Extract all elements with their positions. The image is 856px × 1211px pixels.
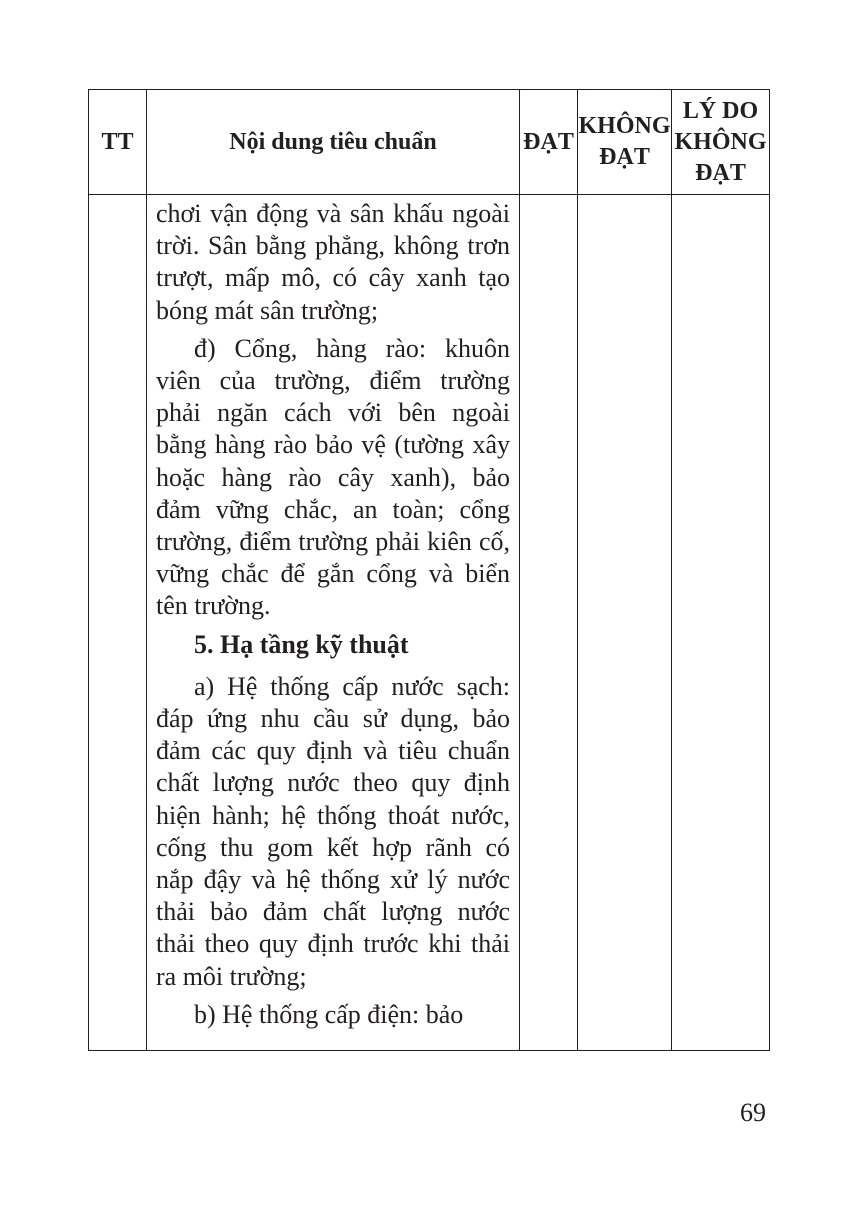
cell-ly-do (672, 195, 770, 1051)
header-ly-do-line3: ĐẠT (695, 159, 746, 186)
header-ly-do-line1: LÝ DO (682, 97, 759, 124)
page-number: 69 (740, 1098, 766, 1127)
cell-khong-dat (578, 195, 672, 1051)
paragraph-cap-dien: b) Hệ thống cấp điện: bảo (194, 999, 464, 1029)
header-content: Nội dung tiêu chuẩn (147, 90, 520, 195)
header-ly-do-line2: KHÔNG (674, 128, 767, 155)
header-khong-dat-line1: KHÔNG (578, 113, 671, 139)
header-ly-do (672, 90, 770, 195)
cell-dat (520, 195, 578, 1051)
table-header-row (89, 90, 770, 195)
paragraph-cong-hang-rao: đ) Cổng, hàng rào: khuôn viên của trường, điểm trường phải ngăn cách với bên ngoài bằng hàng rào bảo vệ (tường xây hoặc hàng rào cây xanh), bảo đảm vững chắc, an toàn; cổng trường, điểm trường phải kiên cố, vững chắc để gắn cổng và biển tên trường. (156, 333, 510, 621)
table-row (89, 195, 770, 1051)
paragraph-san-choi: chơi vận động và sân khấu ngoài trời. Sân bằng phẳng, không trơn trượt, mấp mô, có cây xanh tạo bóng mát sân trường; (156, 199, 510, 325)
cell-tt (89, 195, 147, 1051)
criteria-table (88, 89, 770, 1051)
header-dat: ĐẠT (520, 90, 578, 195)
header-khong-dat (578, 90, 672, 195)
cell-content (147, 195, 520, 1051)
header-tt: TT (89, 90, 147, 195)
header-khong-dat-line2: ĐẠT (599, 144, 650, 170)
paragraph-cap-nuoc: a) Hệ thống cấp nước sạch: đáp ứng nhu cầu sử dụng, bảo đảm các quy định và tiêu chuẩn chất lượng nước theo quy định hiện hành; hệ thống thoát nước, cống thu gom kết hợp rãnh có nắp đậy và hệ thống xử lý nước thải bảo đảm chất lượng nước thải theo quy định trước khi thải ra môi trường; (156, 671, 510, 991)
section-heading-ha-tang: 5. Hạ tầng kỹ thuật (194, 629, 409, 659)
